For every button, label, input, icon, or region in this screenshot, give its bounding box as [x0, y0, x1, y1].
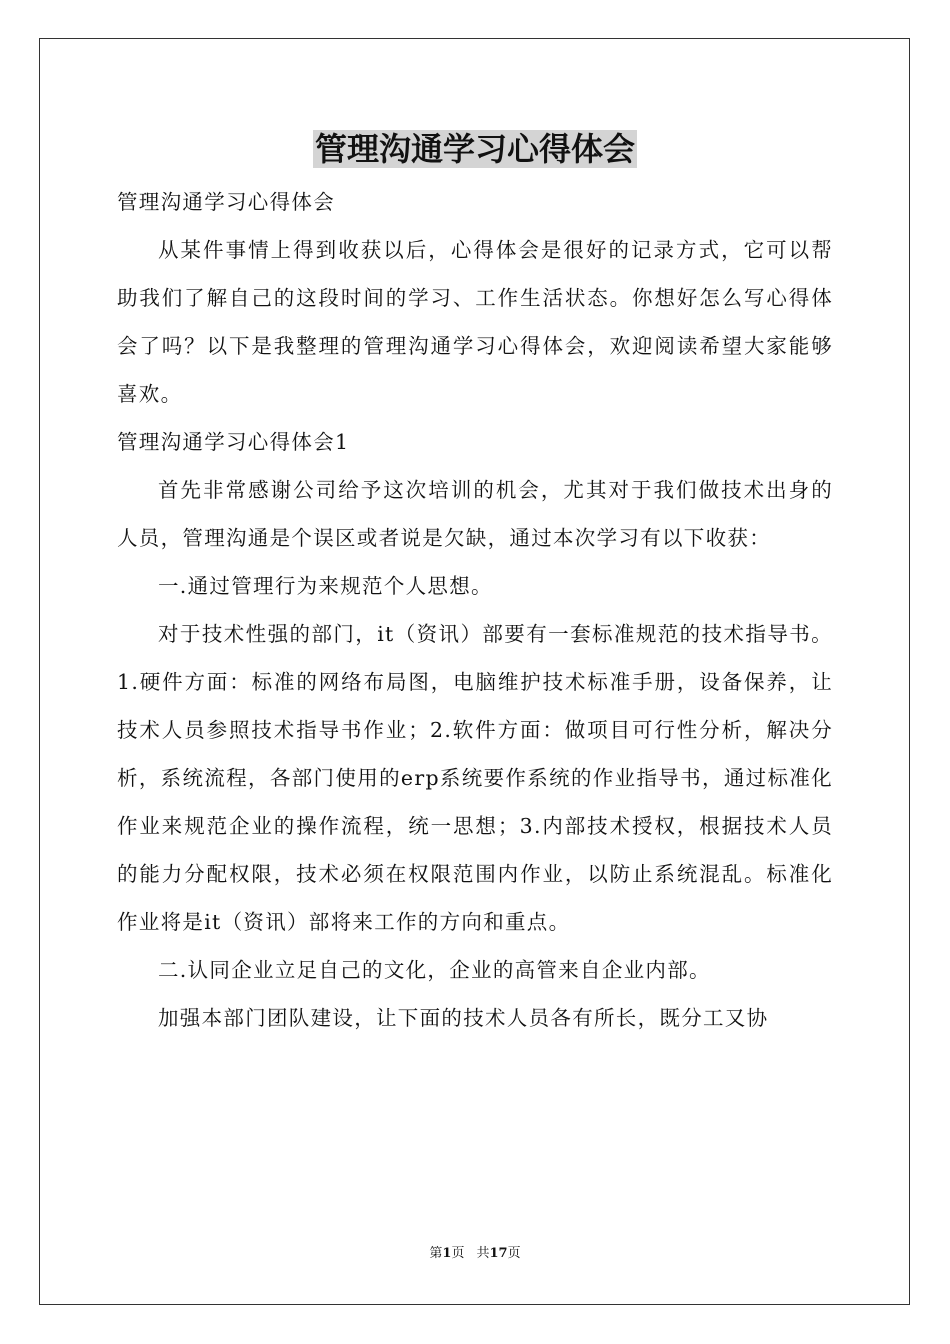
- paragraph: 管理沟通学习心得体会: [117, 190, 335, 214]
- paragraph: 二.认同企业立足自己的文化，企业的高管来自企业内部。: [158, 958, 711, 982]
- document-title-text: 管理沟通学习心得体会: [314, 130, 635, 168]
- page-footer: [0, 1244, 950, 1264]
- paragraph: 一.通过管理行为来规范个人思想。: [158, 574, 493, 598]
- paragraph: 从某件事情上得到收获以后，心得体会是很好的记录方式，它可以帮助我们了解自己的这段时间的学习、工作生活状态。你想好怎么写心得体会了吗？以下是我整理的管理沟通学习心得体会，欢迎阅读希望大家能够喜欢。: [117, 238, 833, 406]
- paragraph: 加强本部门团队建设，让下面的技术人员各有所长，既分工又协: [158, 1006, 769, 1030]
- paragraph: 对于技术性强的部门，it（资讯）部要有一套标准规范的技术指导书。1.硬件方面：标准的网络布局图，电脑维护技术标准手册，设备保养，让技术人员参照技术指导书作业；2.软件方面：做项目可行性分析，解决分析，系统流程，各部门使用的erp系统要作系统的作业指导书，通过标准化作业来规范企业的操作流程，统一思想；3.内部技术授权，根据技术人员的能力分配权限，技术必须在权限范围内作业，以防止系统混乱。标准化作业将是it（资讯）部将来工作的方向和重点。: [117, 622, 833, 934]
- page-number: 第1页: [429, 1246, 465, 1261]
- page-total: 共17页: [476, 1246, 521, 1261]
- paragraph: 首先非常感谢公司给予这次培训的机会，尤其对于我们做技术出身的人员，管理沟通是个误区或者说是欠缺，通过本次学习有以下收获：: [117, 478, 833, 550]
- document-body: [117, 178, 833, 1042]
- document-title: [0, 126, 950, 172]
- paragraph: 管理沟通学习心得体会1: [117, 430, 350, 454]
